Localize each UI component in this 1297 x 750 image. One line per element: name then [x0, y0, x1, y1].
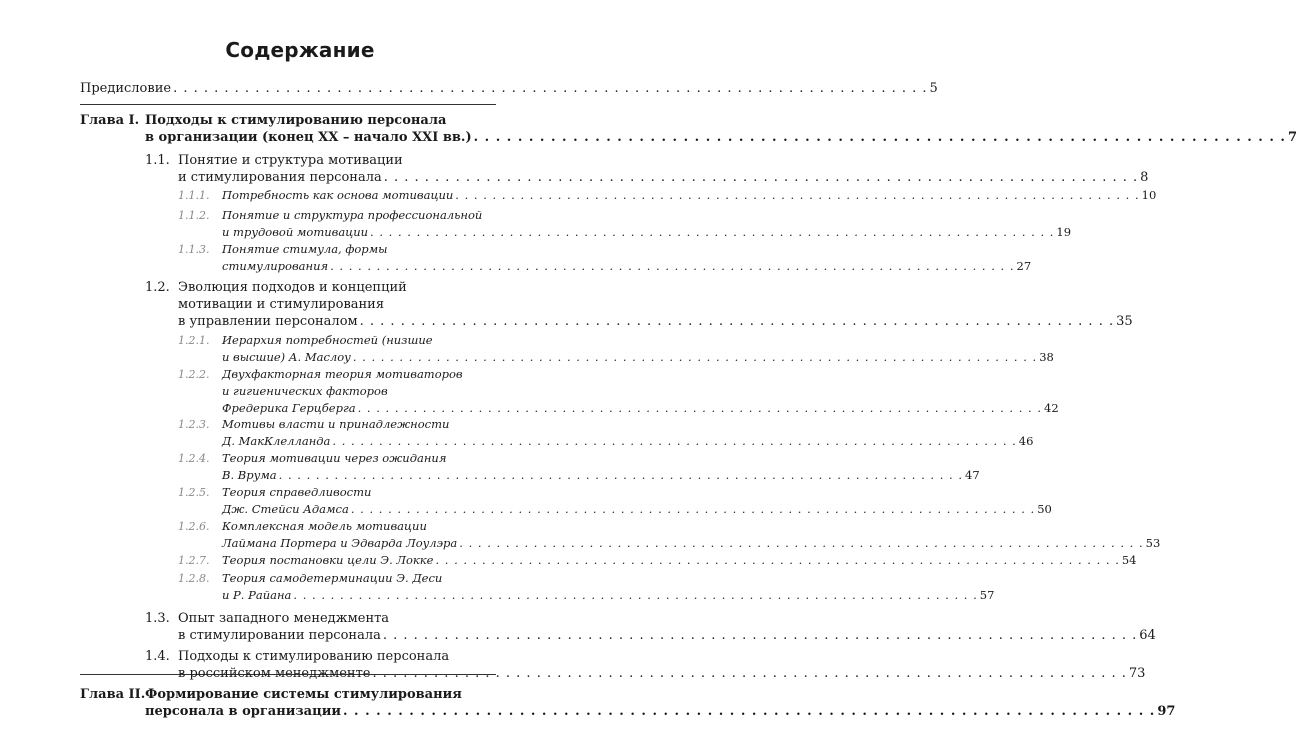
toc-entry-number: 1.2.4.: [178, 452, 210, 465]
toc-entry-page-number: 97: [1157, 704, 1176, 719]
dot-leader: . . . . . . . . . . . . . . . . . . . . . . . . . . . . . . . . . . . . . . . . . . . . . . . . . . . . . . . . . . . . . . . . . . . . . . . . . .: [370, 225, 1055, 239]
toc-entry-page-number: 42: [1044, 401, 1059, 415]
toc-entry-title-line: и Р. Райана: [222, 588, 292, 602]
toc-entry-title-line: Понятие и структура профессиональной: [222, 208, 483, 222]
toc-entry-number: Глава II.: [80, 687, 146, 702]
toc-entry-number: 1.1.2.: [178, 209, 210, 222]
toc-entry-title-line: Понятие стимула, формы: [222, 242, 388, 256]
toc-entry-title-line: Теория мотивации через ожидания: [222, 451, 447, 465]
toc-entry-page-number: 57: [979, 588, 995, 602]
dot-leader: . . . . . . . . . . . . . . . . . . . . . . . . . . . . . . . . . . . . . . . . . . . . . . . . . . . . . . . . . . . . . . . . . . . . . . . . . .: [352, 350, 1038, 364]
toc-entry-title-line: Эволюция подходов и концепций: [178, 280, 407, 295]
toc-entry-page-number: 7: [1287, 130, 1297, 145]
toc-entry-title-line: Формирование системы стимулирования: [145, 687, 462, 702]
toc-entry-page-number: 19: [1056, 225, 1072, 239]
dot-leader: . . . . . . . . . . . . . . . . . . . . . . . . . . . . . . . . . . . . . . . . . . . . . . . . . . . . . . . . . . . . . . . . . . . . . . . . . .: [343, 704, 1156, 719]
toc-entry-title-line: Предисловие: [80, 81, 172, 96]
dot-leader: . . . . . . . . . . . . . . . . . . . . . . . . . . . . . . . . . . . . . . . . . . . . . . . . . . . . . . . . . . . . . . . . . . . . . . . . . .: [332, 434, 1017, 448]
toc-entry-title-line: Опыт западного менеджмента: [178, 611, 390, 626]
toc-entry-title-line: и высшие) А. Маслоу: [222, 350, 351, 364]
toc-entry-number: 1.2.1.: [178, 334, 210, 347]
toc-entry-number: 1.2.3.: [178, 418, 210, 431]
dot-leader: . . . . . . . . . . . . . . . . . . . . . . . . . . . . . . . . . . . . . . . . . . . . . . . . . . . . . . . . . . . . . . . . . . . . . . . . . .: [278, 468, 964, 482]
toc-entry-title-line: Потребность как основа мотивации: [222, 188, 454, 202]
toc-entry-page-number: 10: [1141, 188, 1157, 202]
toc-entry-number: 1.2.5.: [178, 486, 210, 499]
toc-entry-title-line: Фредерика Герцберга: [222, 401, 356, 415]
toc-entry-title-line: Дж. Стейси Адамса: [222, 502, 349, 516]
toc-entry-title-line: Подходы к стимулированию персонала: [178, 649, 450, 664]
toc-entry-number: 1.2.8.: [178, 572, 210, 585]
dot-leader: . . . . . . . . . . . . . . . . . . . . . . . . . . . . . . . . . . . . . . . . . . . . . . . . . . . . . . . . . . . . . . . . . . . . . . . . . .: [435, 553, 1120, 567]
toc-entry-page-number: 27: [1016, 259, 1032, 273]
dot-leader: . . . . . . . . . . . . . . . . . . . . . . . . . . . . . . . . . . . . . . . . . . . . . . . . . . . . . . . . . . . . . . . . . . . . . . . . . .: [330, 259, 1015, 273]
dot-leader: . . . . . . . . . . . . . . . . . . . . . . . . . . . . . . . . . . . . . . . . . . . . . . . . . . . . . . . . . . . . . . . . . . . . . . . . . .: [357, 401, 1042, 415]
toc-entry-title-line: и гигиенических факторов: [222, 384, 388, 398]
toc-entry-page-number: 73: [1128, 666, 1146, 681]
toc-entry-page-number: 38: [1039, 350, 1054, 364]
toc-entry-title-line: в организации (конец XX – начало XXI вв.): [145, 130, 472, 145]
toc-entry-number: 1.2.: [145, 280, 170, 295]
dot-leader: . . . . . . . . . . . . . . . . . . . . . . . . . . . . . . . . . . . . . . . . . . . . . . . . . . . . . . . . . . . . . . . . . . . . . . . . . .: [473, 130, 1286, 145]
toc-entry-number: 1.3.: [145, 611, 170, 626]
toc-entry-title-line: Д. МакКлелланда: [222, 434, 331, 448]
toc-entry-number: 1.2.2.: [178, 368, 210, 381]
toc-entry-number: 1.2.6.: [178, 520, 210, 533]
toc-entry-title-line: Комплексная модель мотивации: [222, 519, 427, 533]
toc-entry-number: 1.1.1.: [178, 189, 210, 202]
toc-entry-page-number: 50: [1037, 502, 1052, 516]
toc-entry-page-number: 64: [1139, 628, 1156, 643]
dot-leader: . . . . . . . . . . . . . . . . . . . . . . . . . . . . . . . . . . . . . . . . . . . . . . . . . . . . . . . . . . . . . . . . . . . . . . . . . .: [359, 314, 1115, 329]
toc-entry-page-number: 5: [929, 81, 938, 96]
toc-entry-page-number: 8: [1140, 170, 1149, 185]
dot-leader: . . . . . . . . . . . . . . . . . . . . . . . . . . . . . . . . . . . . . . . . . . . . . . . . . . . . . . . . . . . . . . . . . . . . . . . . . .: [173, 81, 928, 96]
toc-entry-number: Глава I.: [80, 113, 140, 128]
toc-entry-title-line: Двухфакторная теория мотиваторов: [222, 367, 463, 381]
toc-entry-title-line: Теория постановки цели Э. Локке: [222, 553, 434, 567]
divider-top: [80, 104, 496, 105]
toc-entry-title-line: стимулирования: [222, 259, 329, 273]
toc-entry-title-line: Понятие и структура мотивации: [178, 153, 403, 168]
toc-entry-title-line: Лаймана Портера и Эдварда Лоулэра: [222, 536, 458, 550]
dot-leader: . . . . . . . . . . . . . . . . . . . . . . . . . . . . . . . . . . . . . . . . . . . . . . . . . . . . . . . . . . . . . . . . . . . . . . . . . .: [350, 502, 1036, 516]
toc-entry-title-line: мотивации и стимулирования: [178, 297, 385, 312]
toc-entry-title-line: персонала в организации: [145, 704, 341, 719]
toc-entry-number: 1.2.7.: [178, 554, 210, 567]
toc-entry-title-line: Мотивы власти и принадлежности: [222, 417, 450, 431]
dot-leader: . . . . . . . . . . . . . . . . . . . . . . . . . . . . . . . . . . . . . . . . . . . . . . . . . . . . . . . . . . . . . . . . . . . . . . . . . .: [455, 188, 1140, 202]
toc-entry-title-line: Подходы к стимулированию персонала: [145, 113, 447, 128]
toc-entry-title-line: В. Врума: [222, 468, 277, 482]
toc-entry-title-line: Теория справедливости: [222, 485, 372, 499]
toc-entry-page-number: 35: [1116, 314, 1133, 329]
page-title: Содержание: [225, 38, 375, 62]
toc-entry-page-number: 47: [965, 468, 980, 482]
toc-entry-title-line: Иерархия потребностей (низшие: [222, 333, 433, 347]
toc-entry-number: 1.4.: [145, 649, 170, 664]
toc-entry-number: 1.1.3.: [178, 243, 210, 256]
toc-entry-title-line: в российском менеджменте: [178, 666, 371, 681]
dot-leader: . . . . . . . . . . . . . . . . . . . . . . . . . . . . . . . . . . . . . . . . . . . . . . . . . . . . . . . . . . . . . . . . . . . . . . . . . .: [372, 666, 1127, 681]
dot-leader: . . . . . . . . . . . . . . . . . . . . . . . . . . . . . . . . . . . . . . . . . . . . . . . . . . . . . . . . . . . . . . . . . . . . . . . . . .: [293, 588, 978, 602]
toc-entry-title-line: и стимулирования персонала: [178, 170, 382, 185]
toc-entry-page-number: 53: [1145, 536, 1161, 550]
toc-entry-page-number: 46: [1018, 434, 1034, 448]
dot-leader: . . . . . . . . . . . . . . . . . . . . . . . . . . . . . . . . . . . . . . . . . . . . . . . . . . . . . . . . . . . . . . . . . . . . . . . . . .: [382, 628, 1138, 643]
toc-entry-title-line: в управлении персоналом: [178, 314, 358, 329]
toc-entry-page-number: 54: [1121, 553, 1137, 567]
dot-leader: . . . . . . . . . . . . . . . . . . . . . . . . . . . . . . . . . . . . . . . . . . . . . . . . . . . . . . . . . . . . . . . . . . . . . . . . . .: [459, 536, 1144, 550]
toc-entry-title-line: и трудовой мотивации: [222, 225, 369, 239]
dot-leader: . . . . . . . . . . . . . . . . . . . . . . . . . . . . . . . . . . . . . . . . . . . . . . . . . . . . . . . . . . . . . . . . . . . . . . . . . .: [383, 170, 1139, 185]
toc-entry-title-line: в стимулировании персонала: [178, 628, 381, 643]
toc-entry-number: 1.1.: [145, 153, 170, 168]
toc-entry-title-line: Теория самодетерминации Э. Деси: [222, 571, 443, 585]
